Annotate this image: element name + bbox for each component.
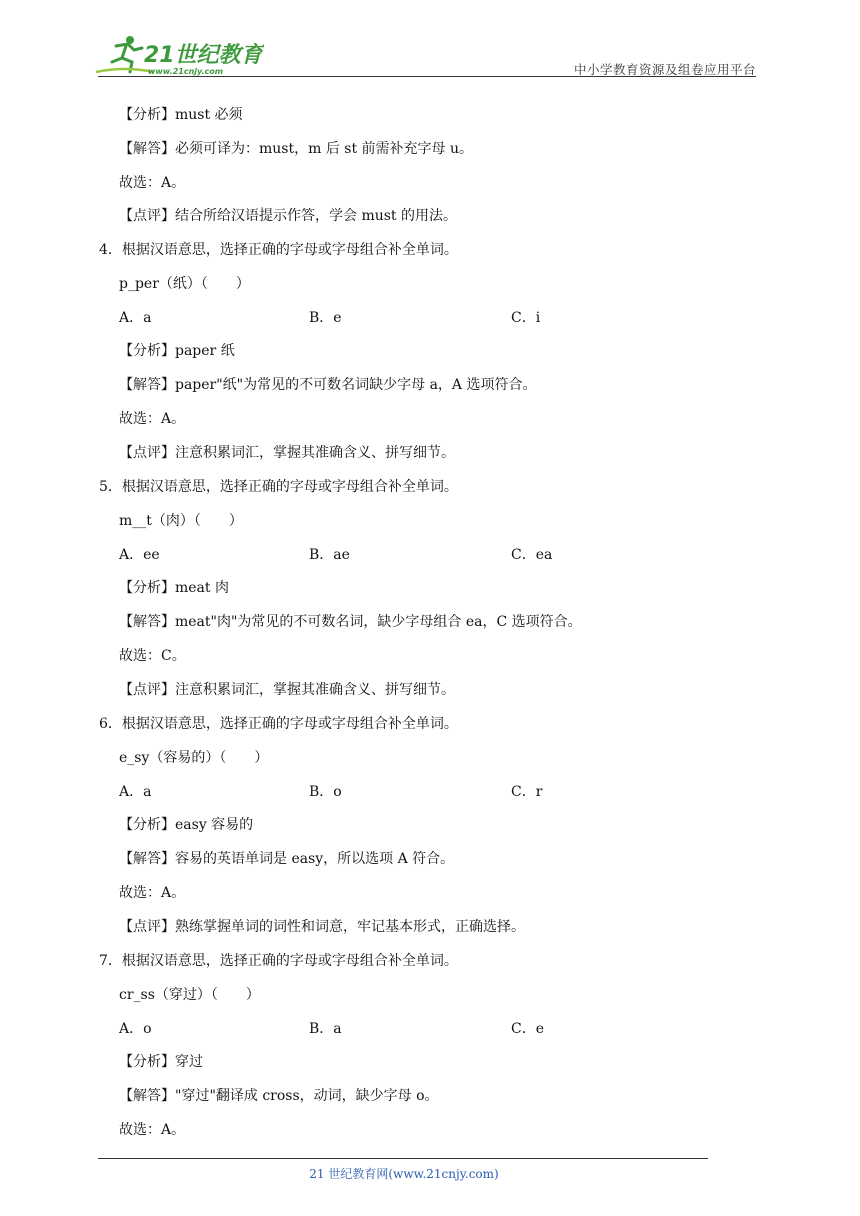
question-6-prompt: 6．根据汉语意思，选择正确的字母或字母组合补全单词。 xyxy=(99,716,458,732)
question-7-stem: cr_ss（穿过）（ ） xyxy=(119,987,260,1003)
question-5-option-a[interactable]: A．ee xyxy=(119,547,160,563)
question-6-stem: e_sy（容易的）（ ） xyxy=(119,750,269,766)
question-7-choice: 故选：A。 xyxy=(119,1122,186,1138)
question-7-option-b[interactable]: B．a xyxy=(309,1021,342,1037)
question-4-analysis: 【分析】paper 纸 xyxy=(119,343,235,359)
question-5-comment: 【点评】注意积累词汇，掌握其准确含义、拼写细节。 xyxy=(119,682,455,698)
question-7-option-a[interactable]: A．o xyxy=(119,1021,152,1037)
question-4-stem: p_per（纸）（ ） xyxy=(119,276,250,292)
q3-answer: 【解答】必须可译为：must，m 后 st 前需补充字母 u。 xyxy=(119,141,474,157)
question-5-option-c[interactable]: C．ea xyxy=(511,547,553,563)
footer-divider xyxy=(98,1158,708,1159)
question-4-comment: 【点评】注意积累词汇，掌握其准确含义、拼写细节。 xyxy=(119,445,455,461)
question-5-analysis: 【分析】meat 肉 xyxy=(119,580,229,596)
question-6-comment: 【点评】熟练掌握单词的词性和词意，牢记基本形式，正确选择。 xyxy=(119,919,525,935)
question-6-option-a[interactable]: A．a xyxy=(119,784,152,800)
question-7-option-c[interactable]: C．e xyxy=(511,1021,544,1037)
question-4-option-b[interactable]: B．e xyxy=(309,310,342,326)
question-4-option-a[interactable]: A．a xyxy=(119,310,152,326)
question-5-answer: 【解答】meat"肉"为常见的不可数名词，缺少字母组合 ea，C 选项符合。 xyxy=(119,614,582,630)
question-7-prompt: 7．根据汉语意思，选择正确的字母或字母组合补全单词。 xyxy=(99,953,458,969)
page-header xyxy=(0,0,860,80)
footer-link[interactable]: 21 世纪教育网(www.21cnjy.com) xyxy=(309,1167,499,1181)
svg-text:21世纪教育: 21世纪教育 xyxy=(144,43,263,68)
question-7-answer: 【解答】"穿过"翻译成 cross，动词，缺少字母 o。 xyxy=(119,1088,439,1104)
question-5-prompt: 5．根据汉语意思，选择正确的字母或字母组合补全单词。 xyxy=(99,479,458,495)
site-logo xyxy=(94,32,264,78)
question-6-choice: 故选：A。 xyxy=(119,885,186,901)
page-footer xyxy=(0,1165,860,1182)
question-5-stem: m__t（肉）（ ） xyxy=(119,513,243,529)
question-4-choice: 故选：A。 xyxy=(119,411,186,427)
question-6-option-b[interactable]: B．o xyxy=(309,784,342,800)
q3-comment: 【点评】结合所给汉语提示作答，学会 must 的用法。 xyxy=(119,208,458,224)
site-name: 中小学教育资源及组卷应用平台 xyxy=(573,62,756,77)
header-divider xyxy=(98,76,756,77)
svg-text:www.21cnjy.com: www.21cnjy.com xyxy=(148,67,224,76)
question-4-answer: 【解答】paper"纸"为常见的不可数名词缺少字母 a，A 选项符合。 xyxy=(119,377,537,393)
question-6-answer: 【解答】容易的英语单词是 easy，所以选项 A 符合。 xyxy=(119,851,455,867)
question-6-option-c[interactable]: C．r xyxy=(511,784,543,800)
question-4-option-c[interactable]: C．i xyxy=(511,310,541,326)
question-7-analysis: 【分析】穿过 xyxy=(119,1054,203,1070)
q3-choice: 故选：A。 xyxy=(119,175,186,191)
question-5-choice: 故选：C。 xyxy=(119,648,186,664)
question-6-analysis: 【分析】easy 容易的 xyxy=(119,817,254,833)
question-5-option-b[interactable]: B．ae xyxy=(309,547,350,563)
q3-analysis: 【分析】must 必须 xyxy=(119,107,243,123)
question-4-prompt: 4．根据汉语意思，选择正确的字母或字母组合补全单词。 xyxy=(99,242,458,258)
